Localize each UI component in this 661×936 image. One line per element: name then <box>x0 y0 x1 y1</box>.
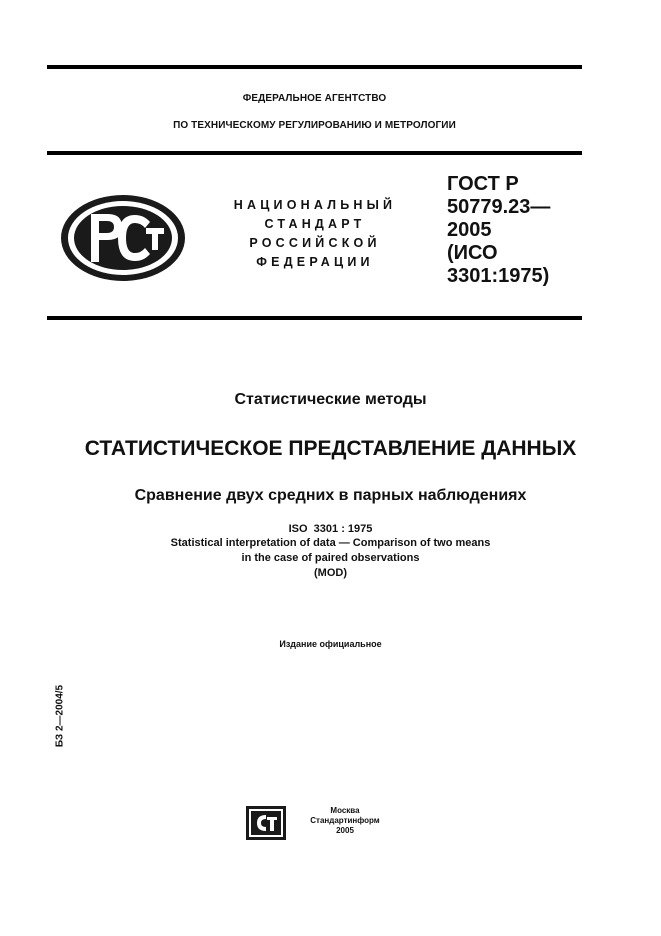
designation-line-3: 2005 <box>447 219 492 241</box>
iso-modification: (MOD) <box>314 567 347 579</box>
iso-title-line-2: in the case of paired observations <box>241 552 420 564</box>
national-standard-line-3: РОССИЙСКОЙ <box>249 236 381 250</box>
national-standard-block <box>225 196 405 272</box>
national-standard-line-1: НАЦИОНАЛЬНЫЙ <box>233 198 397 212</box>
iso-number: ISO 3301 : 1975 <box>288 523 373 535</box>
header-rule <box>47 151 582 155</box>
designation-line-1: ГОСТ Р <box>447 173 519 195</box>
title-block-rule <box>47 316 582 320</box>
publisher-logo <box>246 806 286 840</box>
publisher-city: Москва <box>330 806 360 815</box>
agency-line-2: ПО ТЕХНИЧЕСКОМУ РЕГУЛИРОВАНИЮ И МЕТРОЛОГИИ <box>173 120 456 131</box>
top-rule <box>47 65 582 69</box>
publisher-block <box>300 806 390 836</box>
side-code <box>48 671 72 761</box>
side-code-text: БЗ 2—2004/5 <box>54 684 66 748</box>
national-standard-line-2: СТАНДАРТ <box>264 217 366 231</box>
designation-line-4: (ИСО <box>447 242 498 264</box>
subtitle: Сравнение двух средних в парных наблюдениях <box>134 487 527 504</box>
standard-designation <box>447 173 550 288</box>
agency-line-1: ФЕДЕРАЛЬНОЕ АГЕНТСТВО <box>242 93 387 104</box>
standard-group-title: Статистические методы <box>234 391 427 408</box>
iso-title-line-1: Statistical interpretation of data — Comparison of two means <box>170 537 491 549</box>
edition-label: Издание официальное <box>279 639 382 649</box>
main-title: СТАТИСТИЧЕСКОЕ ПРЕДСТАВЛЕНИЕ ДАННЫХ <box>84 437 577 460</box>
rst-certification-logo <box>58 192 188 284</box>
designation-line-5: 3301:1975) <box>447 265 550 287</box>
publisher-name: Стандартинформ <box>310 816 380 825</box>
designation-line-2: 50779.23— <box>447 196 551 218</box>
national-standard-line-4: ФЕДЕРАЦИИ <box>256 255 374 269</box>
publisher-year: 2005 <box>336 826 354 835</box>
